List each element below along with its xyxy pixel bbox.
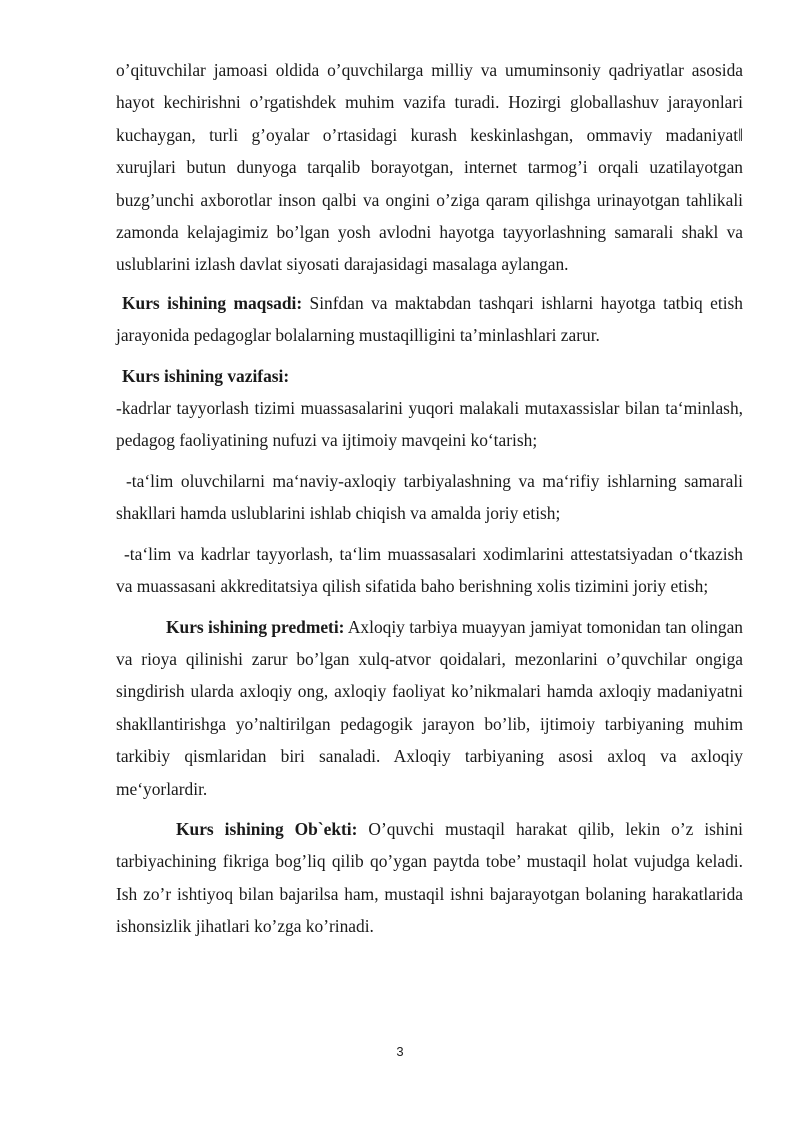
object-paragraph [116,813,743,943]
task-item: -kadrlar tayyorlash tizimi muassasalarini yuqori malakali mutaxassislar bilan ta‘minlash, pedagog faoliyatining nufuzi va ijtimoiy mavqeini ko‘tarish; [116,398,743,451]
purpose-label: Kurs ishining maqsadi: [122,292,303,313]
purpose-text: Sinfdan va maktabdan tashqari ishlarni hayotga tatbiq etish jarayonida pedagoglar bolalarning mustaqilligini ta’minlashlari zarur. [116,292,744,346]
object-label: Kurs ishining Ob`ekti: [176,818,358,839]
purpose-paragraph [116,287,743,352]
subject-text: Axloqiy tarbiya muayyan jamiyat tomonidan tan olingan va rioya qilinishi zarur bo’lgan xulq-atvor qoidalari, mezonlarini o’quvchilar ongiga singdirish ularda axloqiy ong, axloqiy faoliyat ko’nikmalari hamda axloqiy madaniyatni shakllantirishga yo’naltirilgan pedagogik jarayon bo’lib, ijtimoiy tarbiyaning muhim tarkibiy qismlaridan biri sanaladi. Axloqiy tarbiyaning asosi axloq va axloqiy me‘yorlardir. [116,616,743,799]
tasks-label: Kurs ishining vazifasi: [122,365,290,386]
page-number: 3 [396,1044,404,1059]
tasks-heading [116,360,743,392]
document-page [116,54,743,943]
subject-paragraph [116,611,743,805]
task-item: -ta‘lim va kadrlar tayyorlash, ta‘lim muassasalari xodimlarini attestatsiyadan o‘tkazish va muassasani akkreditatsiya qilish sifatida baho berishning xolis tizimini joriy etish; [116,543,743,597]
intro-paragraph: o’qituvchilar jamoasi oldida o’quvchilarga milliy va umuminsoniy qadriyatlar asosida hayot kechirishni o’rgatishdek muhim vazifa turadi. Hozirgi globallashuv jarayonlari kuchaygan, turli g’oyalar o’rtasidagi kurash keskinlashgan, ommaviy madaniyat‖ xurujlari butun dunyoga tarqalib borayotgan, internet tarmog’i orqali uzatilayotgan buzg’unchi axborotlar inson qalbi va ongini o’ziga qaram qilishga urinayotgan tahlikali zamonda kelajagimiz bo’lgan yosh avlodni hayotga tayyorlashning samarali shakl va uslublarini izlash davlat siyosati darajasidagi masalaga aylangan. [116,60,743,275]
task-item: -ta‘lim oluvchilarni ma‘naviy-axloqiy tarbiyalashning va ma‘rifiy ishlarning samarali shakllari hamda uslublarini ishlab chiqish va amalda joriy etish; [116,470,743,524]
subject-label: Kurs ishining predmeti: [166,616,345,637]
object-text: O’quvchi mustaqil harakat qilib, lekin o’z ishini tarbiyachining fikriga bog’liq qilib qo’ygan paytda tobe’ mustaqil holat vujudga keladi. Ish zo’r ishtiyoq bilan bajarilsa ham, mustaqil ishni bajarayotgan bolaning harakatlarida ishonsizlik jihatlari ko’zga ko’rinadi. [116,818,743,937]
